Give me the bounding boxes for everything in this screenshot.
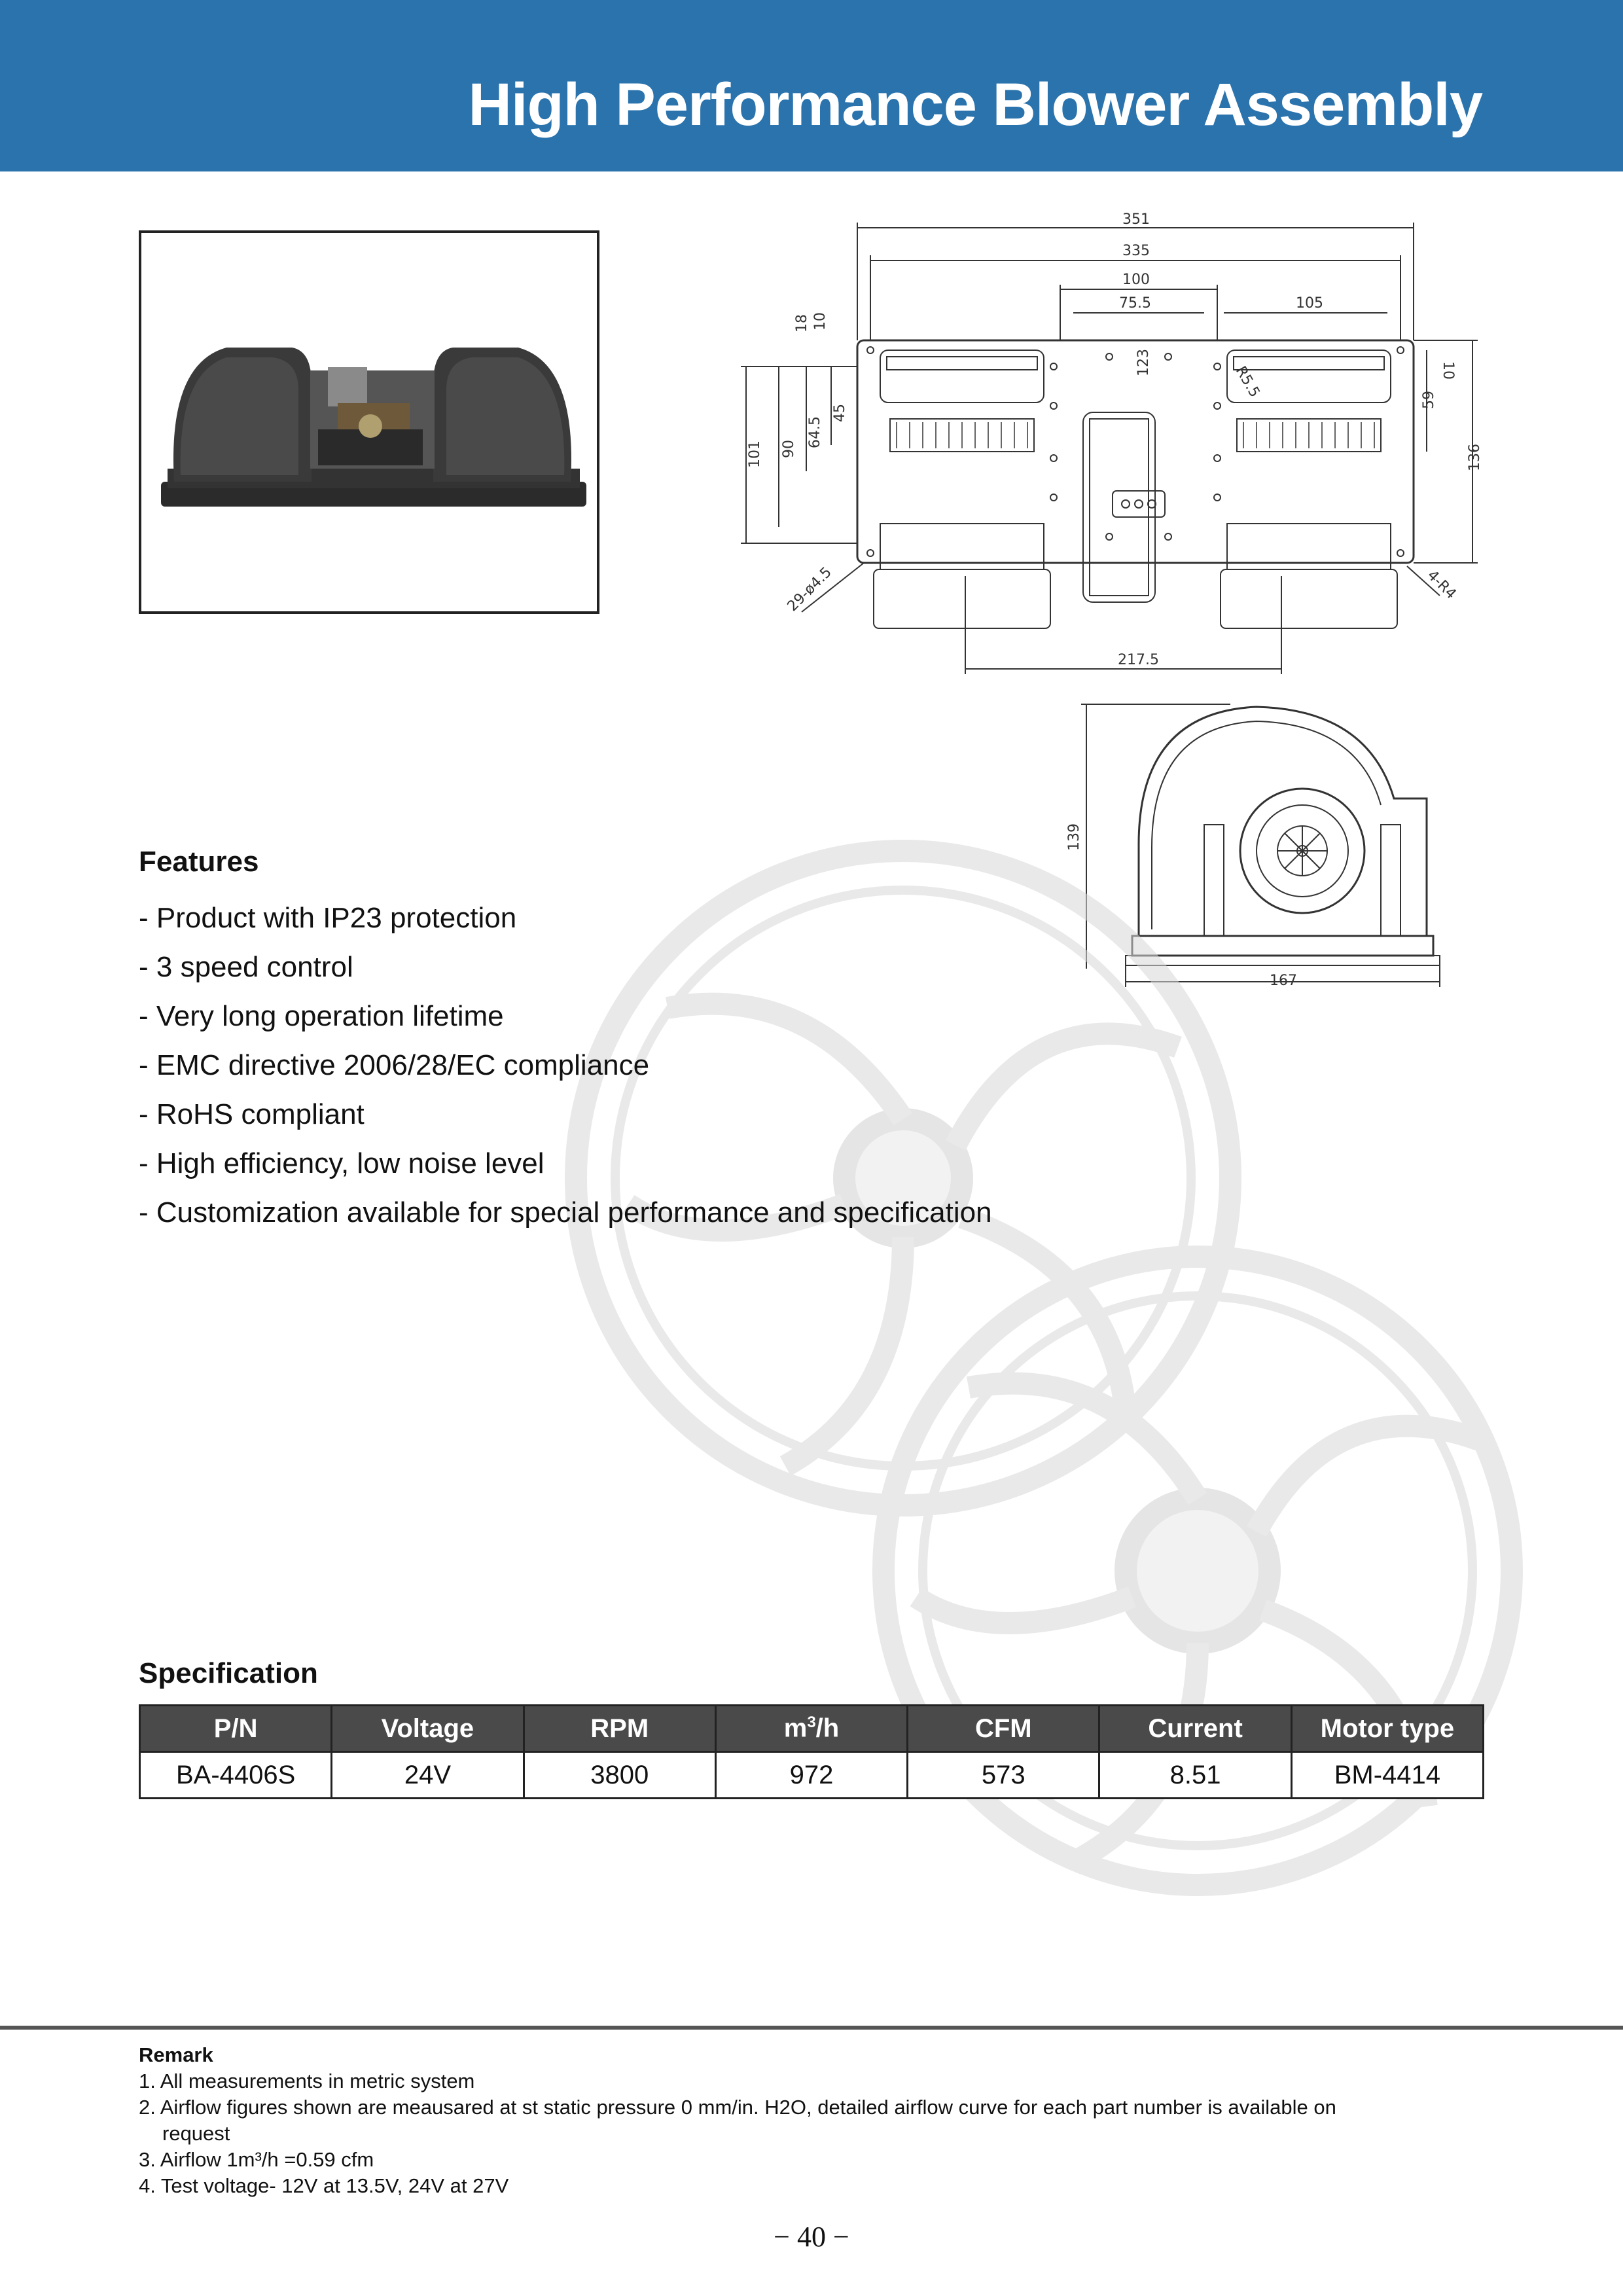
column-header: Voltage xyxy=(332,1706,524,1752)
dim-10-right: 10 xyxy=(1440,361,1456,380)
column-header: Current xyxy=(1099,1706,1291,1752)
specification-table xyxy=(139,1704,1484,1799)
dim-45: 45 xyxy=(832,404,848,422)
dim-29-holes: 29-ø4.5 xyxy=(784,564,835,615)
feature-item: - EMC directive 2006/28/EC compliance xyxy=(139,1049,650,1081)
feature-item: - Customization available for special performance and specification xyxy=(139,1196,992,1229)
table-cell: 972 xyxy=(715,1752,907,1799)
feature-item: - Very long operation lifetime xyxy=(139,1000,504,1032)
dim-75-5: 75.5 xyxy=(1119,295,1151,312)
dim-100: 100 xyxy=(1122,272,1150,288)
dim-r5-5: R5.5 xyxy=(1232,363,1263,401)
dim-4-r4: 4-R4 xyxy=(1423,567,1459,603)
remark-item: 3. Airflow 1m³/h =0.59 cfm xyxy=(139,2148,374,2171)
dim-101: 101 xyxy=(747,440,763,468)
remark-item-continued: request xyxy=(162,2122,230,2145)
table-cell: 24V xyxy=(332,1752,524,1799)
dim-139: 139 xyxy=(1066,823,1082,851)
column-header: Motor type xyxy=(1291,1706,1483,1752)
column-header-m3h: $m^3/h$ xyxy=(715,1706,907,1752)
page-title: High Performance Blower Assembly xyxy=(468,71,1482,138)
feature-item: - RoHS compliant xyxy=(139,1098,365,1130)
dim-90: 90 xyxy=(781,440,797,458)
dim-123: 123 xyxy=(1135,349,1152,376)
feature-item: - 3 speed control xyxy=(139,951,353,983)
dim-335: 335 xyxy=(1122,243,1150,259)
product-photo xyxy=(139,230,599,614)
remark-section xyxy=(139,2042,1484,2199)
table-cell: 8.51 xyxy=(1099,1752,1291,1799)
column-header: RPM xyxy=(524,1706,715,1752)
table-cell: BA-4406S xyxy=(140,1752,332,1799)
table-header-row xyxy=(140,1706,1484,1752)
table-cell: 3800 xyxy=(524,1752,715,1799)
dim-167: 167 xyxy=(1270,973,1297,989)
table-row xyxy=(140,1752,1484,1799)
remark-item: 1. All measurements in metric system xyxy=(139,2070,475,2092)
header-banner xyxy=(0,0,1623,171)
dim-217-5: 217.5 xyxy=(1118,652,1159,668)
feature-item: - Product with IP23 protection xyxy=(139,902,517,934)
dim-64-5: 64.5 xyxy=(807,416,823,448)
table-cell: 573 xyxy=(908,1752,1099,1799)
dim-18: 18 xyxy=(794,314,810,332)
feature-item: - High efficiency, low noise level xyxy=(139,1147,544,1179)
dim-136: 136 xyxy=(1467,444,1483,471)
table-cell: BM-4414 xyxy=(1291,1752,1483,1799)
specification-heading: Specification xyxy=(139,1657,318,1689)
dim-59: 59 xyxy=(1421,391,1437,409)
footer-divider xyxy=(0,2026,1623,2030)
remark-item: 2. Airflow figures shown are meausared at st static pressure 0 mm/in. H2O, detailed airflow curve for each part number is available on xyxy=(139,2096,1336,2119)
column-header: CFM xyxy=(908,1706,1099,1752)
dim-105: 105 xyxy=(1296,295,1323,312)
features-heading: Features xyxy=(139,846,259,878)
features-list xyxy=(139,893,992,1237)
blower-photo-image xyxy=(141,233,597,611)
page-number: − 40 − xyxy=(774,2221,849,2253)
remark-heading: Remark xyxy=(139,2043,213,2066)
dim-10-left: 10 xyxy=(812,312,829,331)
dim-351: 351 xyxy=(1122,211,1150,228)
remark-item: 4. Test voltage- 12V at 13.5V, 24V at 27V xyxy=(139,2174,509,2197)
front-view-drawing xyxy=(733,209,1492,681)
column-header: P/N xyxy=(140,1706,332,1752)
